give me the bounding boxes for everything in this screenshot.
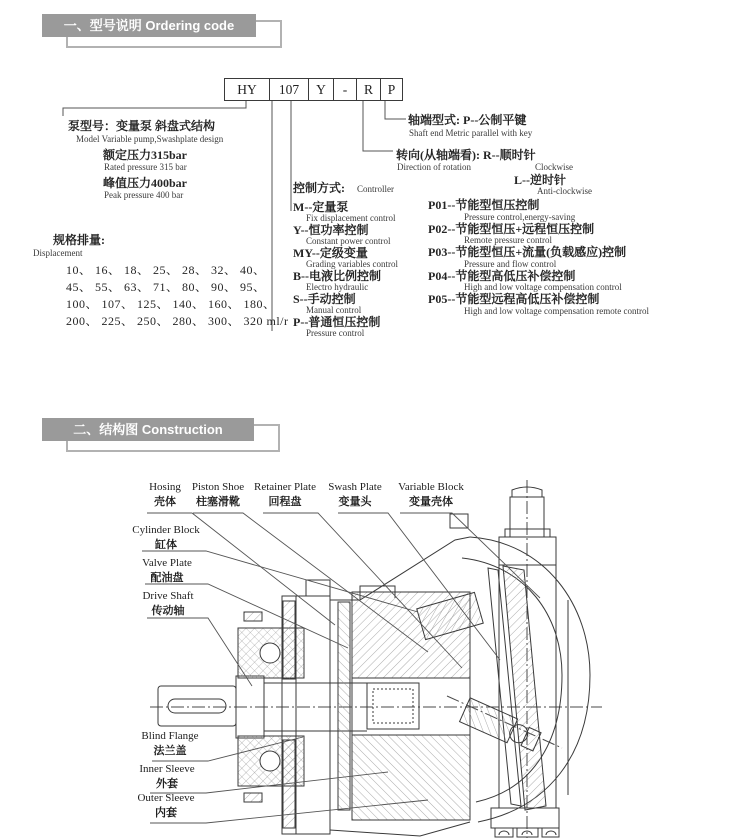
controller-title-zh: 控制方式: [293,181,345,195]
label-valve-plate [132,557,202,584]
option-code: M--定量泵 [293,200,349,214]
label-en: Cylinder Block [132,524,200,536]
rotation-ccw-zh: L--逆时针 [514,173,566,187]
label-en: Inner Sleeve [139,763,195,775]
code-cell-rotation: R [356,78,381,101]
code-cell-dash: - [333,78,357,101]
option-code: P05--节能型远程高低压补偿控制 [428,292,600,306]
label-zh: 变量壳体 [409,496,453,508]
displacement-row: 100、 107、 125、 140、 160、 180、 [66,297,276,311]
label-en: Outer Sleeve [137,792,195,804]
label-en: Valve Plate [142,557,192,569]
label-en: Hosing [149,481,181,493]
code-cell-controller: Y [308,78,334,101]
ordering-code-leader-lines [63,100,406,331]
model-line-zh: 泵型号：变量泵 斜盘式结构 [68,119,216,133]
option-desc: Grading variables control [306,259,398,269]
displacement-title-zh: 规格排量: [53,233,105,247]
option-code: P01--节能型恒压控制 [428,198,540,212]
label-variable-block [390,481,472,508]
displacement-row: 10、 16、 18、 25、 28、 32、 40、 [66,263,266,277]
option-desc: High and low voltage compensation remote control [464,305,649,316]
swash-plate [488,566,546,810]
label-drive-shaft [134,590,202,617]
option-desc: Manual control [306,305,362,315]
section1-banner: 一、型号说明 Ordering code [42,14,256,37]
ordering-code-boxes [225,78,403,101]
displacement-row: 200、 225、 250、 280、 300、 320 ml/r [66,314,289,328]
model-line-en: Model Variable pump,Swashplate design [76,134,224,144]
section2-banner: 二、结构图 Construction [42,418,254,441]
rated-pressure-en: Rated pressure 315 bar [104,162,187,172]
label-zh: 法兰盖 [153,745,187,757]
label-retainer-plate [243,481,327,508]
rated-pressure-zh: 额定压力315bar [103,148,188,162]
shaft-end-zh: 轴端型式: P--公制平键 [408,113,527,127]
option-desc: Electro hydraulic [306,282,369,292]
label-zh: 外套 [156,778,178,790]
valve-plate [338,602,350,810]
label-en: Drive Shaft [142,590,194,602]
label-zh: 配油盘 [150,572,184,584]
option-desc: High and low voltage compensation control [464,282,622,292]
code-cell-displacement: 107 [269,78,309,101]
option-code: P04--节能型高低压补偿控制 [428,268,576,283]
option-desc: Pressure and flow control [464,258,557,269]
option-code: P03--节能型恒压+流量(负载感应)控制 [428,245,627,259]
option-desc: Constant power control [306,236,391,246]
shaft-end-en: Shaft end Metric parallel with key [409,128,533,138]
label-en: Piston Shoe [191,481,245,493]
label-zh: 壳体 [154,496,176,508]
option-desc: Pressure control,energy-saving [464,211,576,222]
option-code: P02--节能型恒压+远程恒压控制 [428,221,595,236]
controller-title-en: Controller [357,184,394,194]
label-en: Retainer Plate [253,481,316,493]
label-en: Blind Flange [141,730,199,742]
label-cylinder-block [126,524,206,551]
code-cell-shaft: P [380,78,403,101]
option-desc: Pressure control [306,328,365,338]
displacement-title-en: Displacement [33,248,83,258]
label-outer-sleeve [126,792,206,819]
option-code: Y--恒功率控制 [293,223,369,237]
option-code: B--电液比例控制 [293,269,381,283]
label-zh: 缸体 [155,539,177,551]
label-zh: 柱塞滑靴 [196,496,240,508]
option-desc: Remote pressure control [464,235,552,245]
rotation-en: Direction of rotation [397,162,471,172]
option-code: P--普通恒压控制 [293,315,381,329]
rotation-zh: 转向(从轴端看): R--顺时针 [396,148,536,162]
peak-pressure-en: Peak pressure 400 bar [104,190,184,200]
label-zh: 回程盘 [268,496,302,508]
rotation-ccw-en: Anti-clockwise [537,186,592,196]
displacement-row: 45、 55、 63、 71、 80、 90、 95、 [66,280,266,294]
rotation-cw-en: Clockwise [535,162,573,172]
label-inner-sleeve [128,763,206,790]
label-swash-plate [323,481,387,508]
label-en: Variable Block [398,481,464,493]
label-blind-flange [130,730,210,757]
label-zh: 变量头 [338,496,372,508]
label-zh: 内套 [155,807,177,819]
code-cell-model: HY [224,78,270,101]
option-code: S--手动控制 [293,292,356,306]
label-zh: 传动轴 [151,605,185,617]
option-desc: Fix displacement control [306,213,396,223]
option-code: MY--定级变量 [293,246,368,260]
label-en: Swash Plate [328,481,382,493]
peak-pressure-zh: 峰值压力400bar [103,176,188,190]
